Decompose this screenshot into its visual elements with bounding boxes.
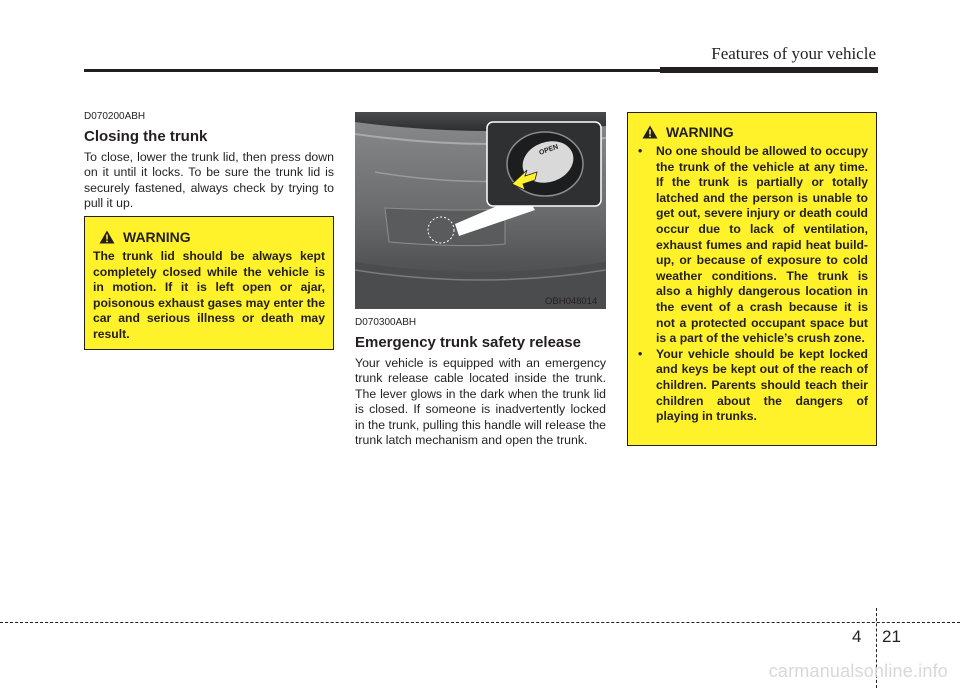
chapter-number: 4 (852, 627, 862, 646)
page-header-title: Features of your vehicle (711, 44, 876, 63)
warning-text: The trunk lid should be always kept completely closed while the vehicle is in motion. If it is left open or ajar, poisonous exhaust gases may enter the car and serious illness or death may result. (93, 249, 325, 341)
bullet: • (638, 346, 643, 361)
closing-trunk-section (84, 111, 334, 212)
list-item (636, 347, 868, 425)
section-heading: Closing the trunk (84, 128, 208, 145)
section-heading: Emergency trunk safety release (355, 334, 581, 351)
list-item (636, 144, 868, 347)
bullet: • (638, 144, 643, 158)
header-rule-accent (660, 67, 878, 73)
trunk-release-illustration (355, 112, 606, 309)
emergency-release-section (355, 317, 606, 448)
warning-triangle-icon (642, 125, 658, 139)
section-body: To close, lower the trunk lid, then press down on it until it locks. To be sure the trunk lid is securely fastened, always check by trying to pull it up. (84, 150, 334, 211)
warning-title: WARNING (666, 124, 734, 140)
figure-code: OBH048014 (545, 296, 598, 307)
section-body: Your vehicle is equipped with an emergency trunk release cable located inside the trunk. The lever glows in the dark when the trunk lid is closed. If someone is inadvertently locked in the trunk, pulling this handle will release the trunk latch mechanism and open the trunk. (355, 356, 606, 448)
footer-rule (0, 622, 960, 624)
warning-title: WARNING (123, 229, 191, 245)
warning-header (93, 229, 325, 245)
watermark: carmanualsonline.info (768, 661, 948, 681)
warning-triangle-icon (99, 230, 115, 244)
open-label: OPEN (538, 143, 560, 157)
page-number: 21 (882, 627, 901, 646)
list-item-text: No one should be allowed to occupy the trunk of the vehicle at any time. If the trunk is partially or totally latched and the person is unable to get out, severe injury or death could occur due to lack of ventilation, exhaust fumes and rapid heat build-up, or because of exposure to cold weather conditions. The trunk is also a highly dangerous location in the event of a crash because it is not a protected occupant space but is a part of the vehicle’s crush zone. (656, 144, 868, 346)
warning-box-closing (84, 216, 334, 350)
list-item-text: Your vehicle should be kept locked and keys be kept out of the reach of children. Parents should teach their children about the dangers of playing in trunks. (656, 346, 868, 424)
warning-box-trunk-safety (627, 112, 877, 446)
section-code: D070200ABH (84, 111, 146, 122)
warning-list (636, 144, 868, 425)
trunk-illustration-svg (355, 112, 606, 309)
warning-header (636, 124, 868, 140)
section-code: D070300ABH (355, 317, 417, 328)
